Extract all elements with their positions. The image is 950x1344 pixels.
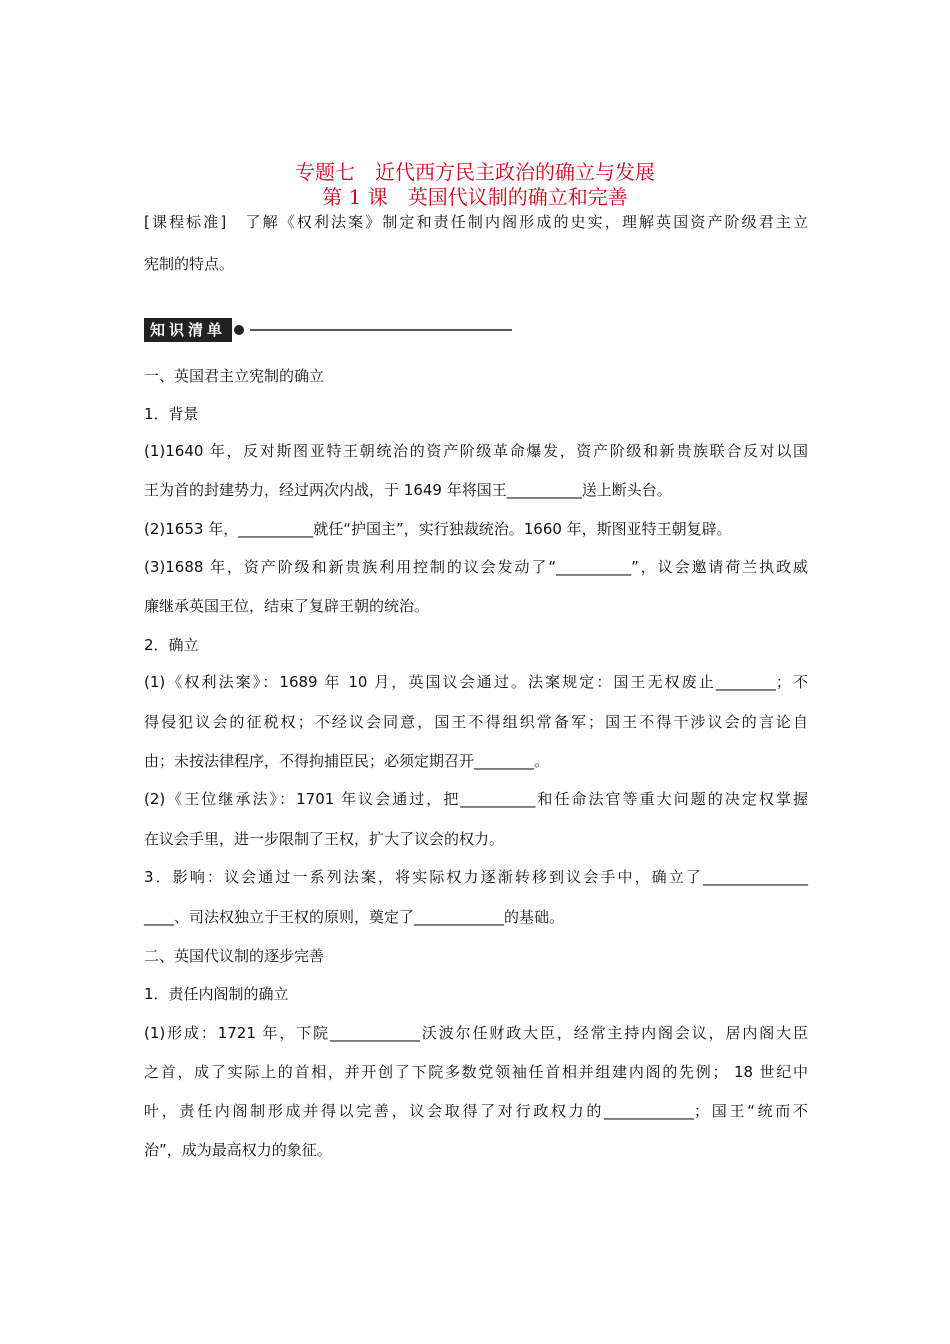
paragraph-line: (2)1653 年，__________就任“护国主”，实行独裁统治。1660 年，斯图亚特王朝复辟。 [144, 520, 732, 538]
paragraph-line: 廉继承英国王位，结束了复辟王朝的统治。 [144, 597, 430, 615]
paragraph-line: 由；未按法律程序，不得拘捕臣民；必须定期召开________。 [144, 752, 550, 770]
subheading-cabinet: 1．责任内阁制的确立 [144, 985, 289, 1003]
paragraph-line: ____、司法权独立于王权的原则，奠定了____________的基础。 [144, 908, 565, 926]
paragraph-line: 治”，成为最高权力的象征。 [144, 1141, 332, 1159]
bullet-dot-icon [234, 325, 244, 335]
subheading-background: 1．背景 [144, 405, 199, 423]
paragraph-line: 王为首的封建势力，经过两次内战，于 1649 年将国王__________送上断头台。 [144, 481, 672, 499]
header-rule [250, 329, 512, 331]
paragraph-line: (3)1688 年，资产阶级和新贵族利用控制的议会发动了“__________”，议会邀请荷兰执政威 [144, 558, 808, 576]
paragraph-line: (1)《权利法案》：1689 年 10 月，英国议会通过。法案规定：国王无权废止________；不 [144, 673, 808, 691]
section-badge: 知识清单 [144, 318, 232, 342]
paragraph-line: 得侵犯议会的征税权；不经议会同意，国王不得组织常备军；国王不得干涉议会的言论自 [144, 713, 808, 731]
paragraph-line: (2)《王位继承法》：1701 年议会通过，把__________和任命法官等重大问题的决定权掌握 [144, 790, 808, 808]
topic-title: 专题七 近代西方民主政治的确立与发展 [295, 160, 655, 184]
lesson-title: 第 1 课 英国代议制的确立和完善 [322, 185, 628, 209]
subheading-establishment: 2．确立 [144, 636, 199, 654]
standard-line-2: 宪制的特点。 [144, 255, 235, 273]
paragraph-line: 3．影响：议会通过一系列法案，将实际权力逐渐转移到议会手中，确立了______________ [144, 868, 808, 886]
paragraph-line: 叶，责任内阁制形成并得以完善，议会取得了对行政权力的____________；国王“统而不 [144, 1102, 808, 1120]
paragraph-line: (1)1640 年，反对斯图亚特王朝统治的资产阶级革命爆发，资产阶级和新贵族联合反对以国 [144, 442, 808, 460]
paragraph-line: (1)形成：1721 年，下院____________沃波尔任财政大臣，经常主持内阁会议，居内阁大臣 [144, 1024, 808, 1042]
standard-line-1: [课程标准] 了解《权利法案》制定和责任制内阁形成的史实，理解英国资产阶级君主立 [144, 213, 808, 231]
section-heading-1: 一、英国君主立宪制的确立 [144, 367, 325, 385]
paragraph-line: 在议会手里，进一步限制了王权，扩大了议会的权力。 [144, 830, 505, 848]
paragraph-line: 之首，成了实际上的首相，并开创了下院多数党领袖任首相并组建内阁的先例； 18 世纪中 [144, 1063, 808, 1081]
knowledge-list-header [144, 318, 512, 342]
section-heading-2: 二、英国代议制的逐步完善 [144, 947, 325, 965]
